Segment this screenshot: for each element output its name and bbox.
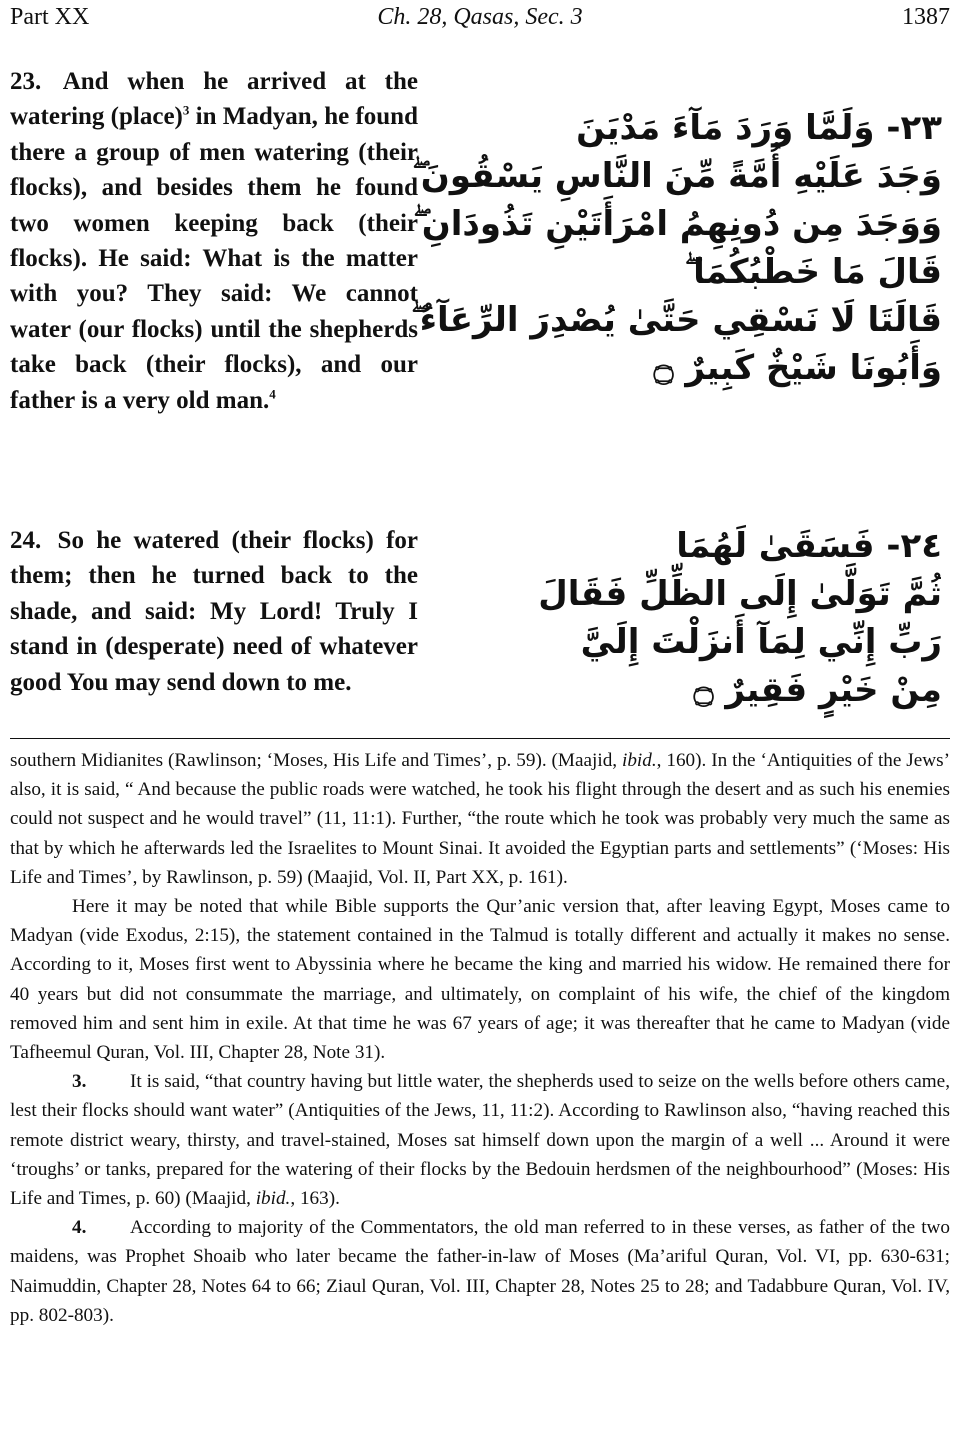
arabic-line: وَوَجَدَ مِن دُونِهِمُ امْرَأَتَيْنِ تَذُودَانِ ۖ xyxy=(413,204,942,244)
footnote-ref: 3 xyxy=(182,103,190,119)
footnote-continuation: southern Midianites (Rawlinson; ‘Moses, His Life and Times’, p. 59). (Maajid, ibid., 160). In the ‘Antiquities of the Jews’ also, it is said, “ And because the public roads were watched, he took his flight through the desert and as such his enemies could not suspect and he would travel” (11, 11:1). Further, “the route which he took was probably very much the same as that by which he afterwards led the Israelites to Mount Sinai. It avoided the Egyptian parts and settlements” (‘Moses: His Life and Times’, by Rawlinson, p. 59) (Maajid, Vol. II, Part XX, p. 161). xyxy=(10,750,950,888)
verse-number: 24. xyxy=(10,527,42,554)
arabic-line: وَجَدَ عَلَيْهِ أُمَّةً مِّنَ النَّاسِ يَسْقُونَ ۖ xyxy=(412,156,942,196)
page-number: 1387 xyxy=(902,4,950,30)
footnote-number: 3. xyxy=(72,1071,87,1093)
chapter-title: Ch. 28, Qasas, Sec. 3 xyxy=(377,4,583,30)
arabic-line: رَبِّ إِنِّي لِمَآ أَنزَلْتَ إِلَيَّ xyxy=(580,622,942,662)
footnote-3: 3. It is said, “that country having but little water, the shepherds used to seize on the wells before others came, lest their flocks should want water” (Antiquities of the Jews, 11, 11:2). According to Rawlinson also, “having reached this remote district weary, thirsty, and travel-stained, Moses sat himself down upon the margin of a well ... Around it were ‘troughs’ or tanks, prepared for the watering of their flocks by the Bedouin herdsmen of the neighbourhood” (Moses: His Life and Times, p. 60) (Maajid, ibid., 163). xyxy=(10,1067,950,1213)
verse-24-translation xyxy=(10,523,418,700)
arabic-line: ٢٣- وَلَمَّا وَرَدَ مَآءَ مَدْيَنَ xyxy=(576,108,942,148)
verse-number: 23. xyxy=(10,68,42,95)
verse-text: And when he arrived at the watering (place) xyxy=(10,68,419,131)
arabic-line: ثُمَّ تَوَلَّىٰ إِلَى الظِّلِّ فَقَالَ xyxy=(538,574,942,614)
arabic-line: قَالَتَا لَا نَسْقِي حَتَّىٰ يُصْدِرَ الرِّعَآءُ ۖ xyxy=(411,300,942,340)
arabic-line: وَأَبُونَا شَيْخٌ كَبِيرٌ ۝ xyxy=(653,348,942,388)
arabic-line: مِنْ خَيْرٍ فَقِيرٌ ۝ xyxy=(693,670,942,710)
verse-23-translation xyxy=(10,64,418,418)
footnotes xyxy=(10,746,950,1330)
footnote-number: 4. xyxy=(72,1217,87,1239)
part-label: Part XX xyxy=(10,4,90,30)
verse-23-arabic xyxy=(411,104,942,392)
page-header xyxy=(10,4,950,40)
verse-text: So he watered (their flocks) for them; then he turned back to the shade, and said: My Lord! Truly I stand in (desperate) need of whatever good You may send down to me. xyxy=(10,527,419,696)
footnote-divider xyxy=(10,738,950,739)
footnote-ref: 4 xyxy=(269,386,276,402)
arabic-line: ٢٤- فَسَقَىٰ لَهُمَا xyxy=(676,526,942,566)
verse-24-arabic xyxy=(538,522,942,714)
arabic-line: قَالَ مَا خَطْبُكُمَا ۖ xyxy=(684,252,942,292)
footnote-4: 4. According to majority of the Commentators, the old man referred to in these verses, as father of the two maidens, was Prophet Shoaib who later became the father-in-law of Moses (Ma’ariful Quran, Vol. VI, pp. 630-631; Naimuddin, Chapter 28, Notes 64 to 66; Ziaul Quran, Vol. III, Chapter 28, Notes 25 to 28; and Tadabbure Quran, Vol. IV, pp. 802-803). xyxy=(10,1213,950,1330)
footnote-paragraph: Here it may be noted that while Bible supports the Qur’anic version that, after leaving Egypt, Moses came to Madyan (vide Exodus, 2:15), the statement contained in the Talmud is totally different and actually it makes no sense. According to it, Moses first went to Abyssinia where he became the king and married his widow. He remained there for 40 years but did not consummate the marriage, and ultimately, on complaint of his wife, the chief of the kingdom removed him and sent him in exile. At that time he was 67 years of age; it was thereafter that he came to Madyan (vide Tafheemul Quran, Vol. III, Chapter 28, Note 31). xyxy=(10,896,950,1064)
verse-text: in Madyan, he found there a group of men watering (their flocks), and besides them he found two women keeping back (their flocks). He said: What is the matter with you? They said: We cannot water (our flocks) until the shepherds take back (their flocks), and our father is a very old man. xyxy=(10,103,418,414)
